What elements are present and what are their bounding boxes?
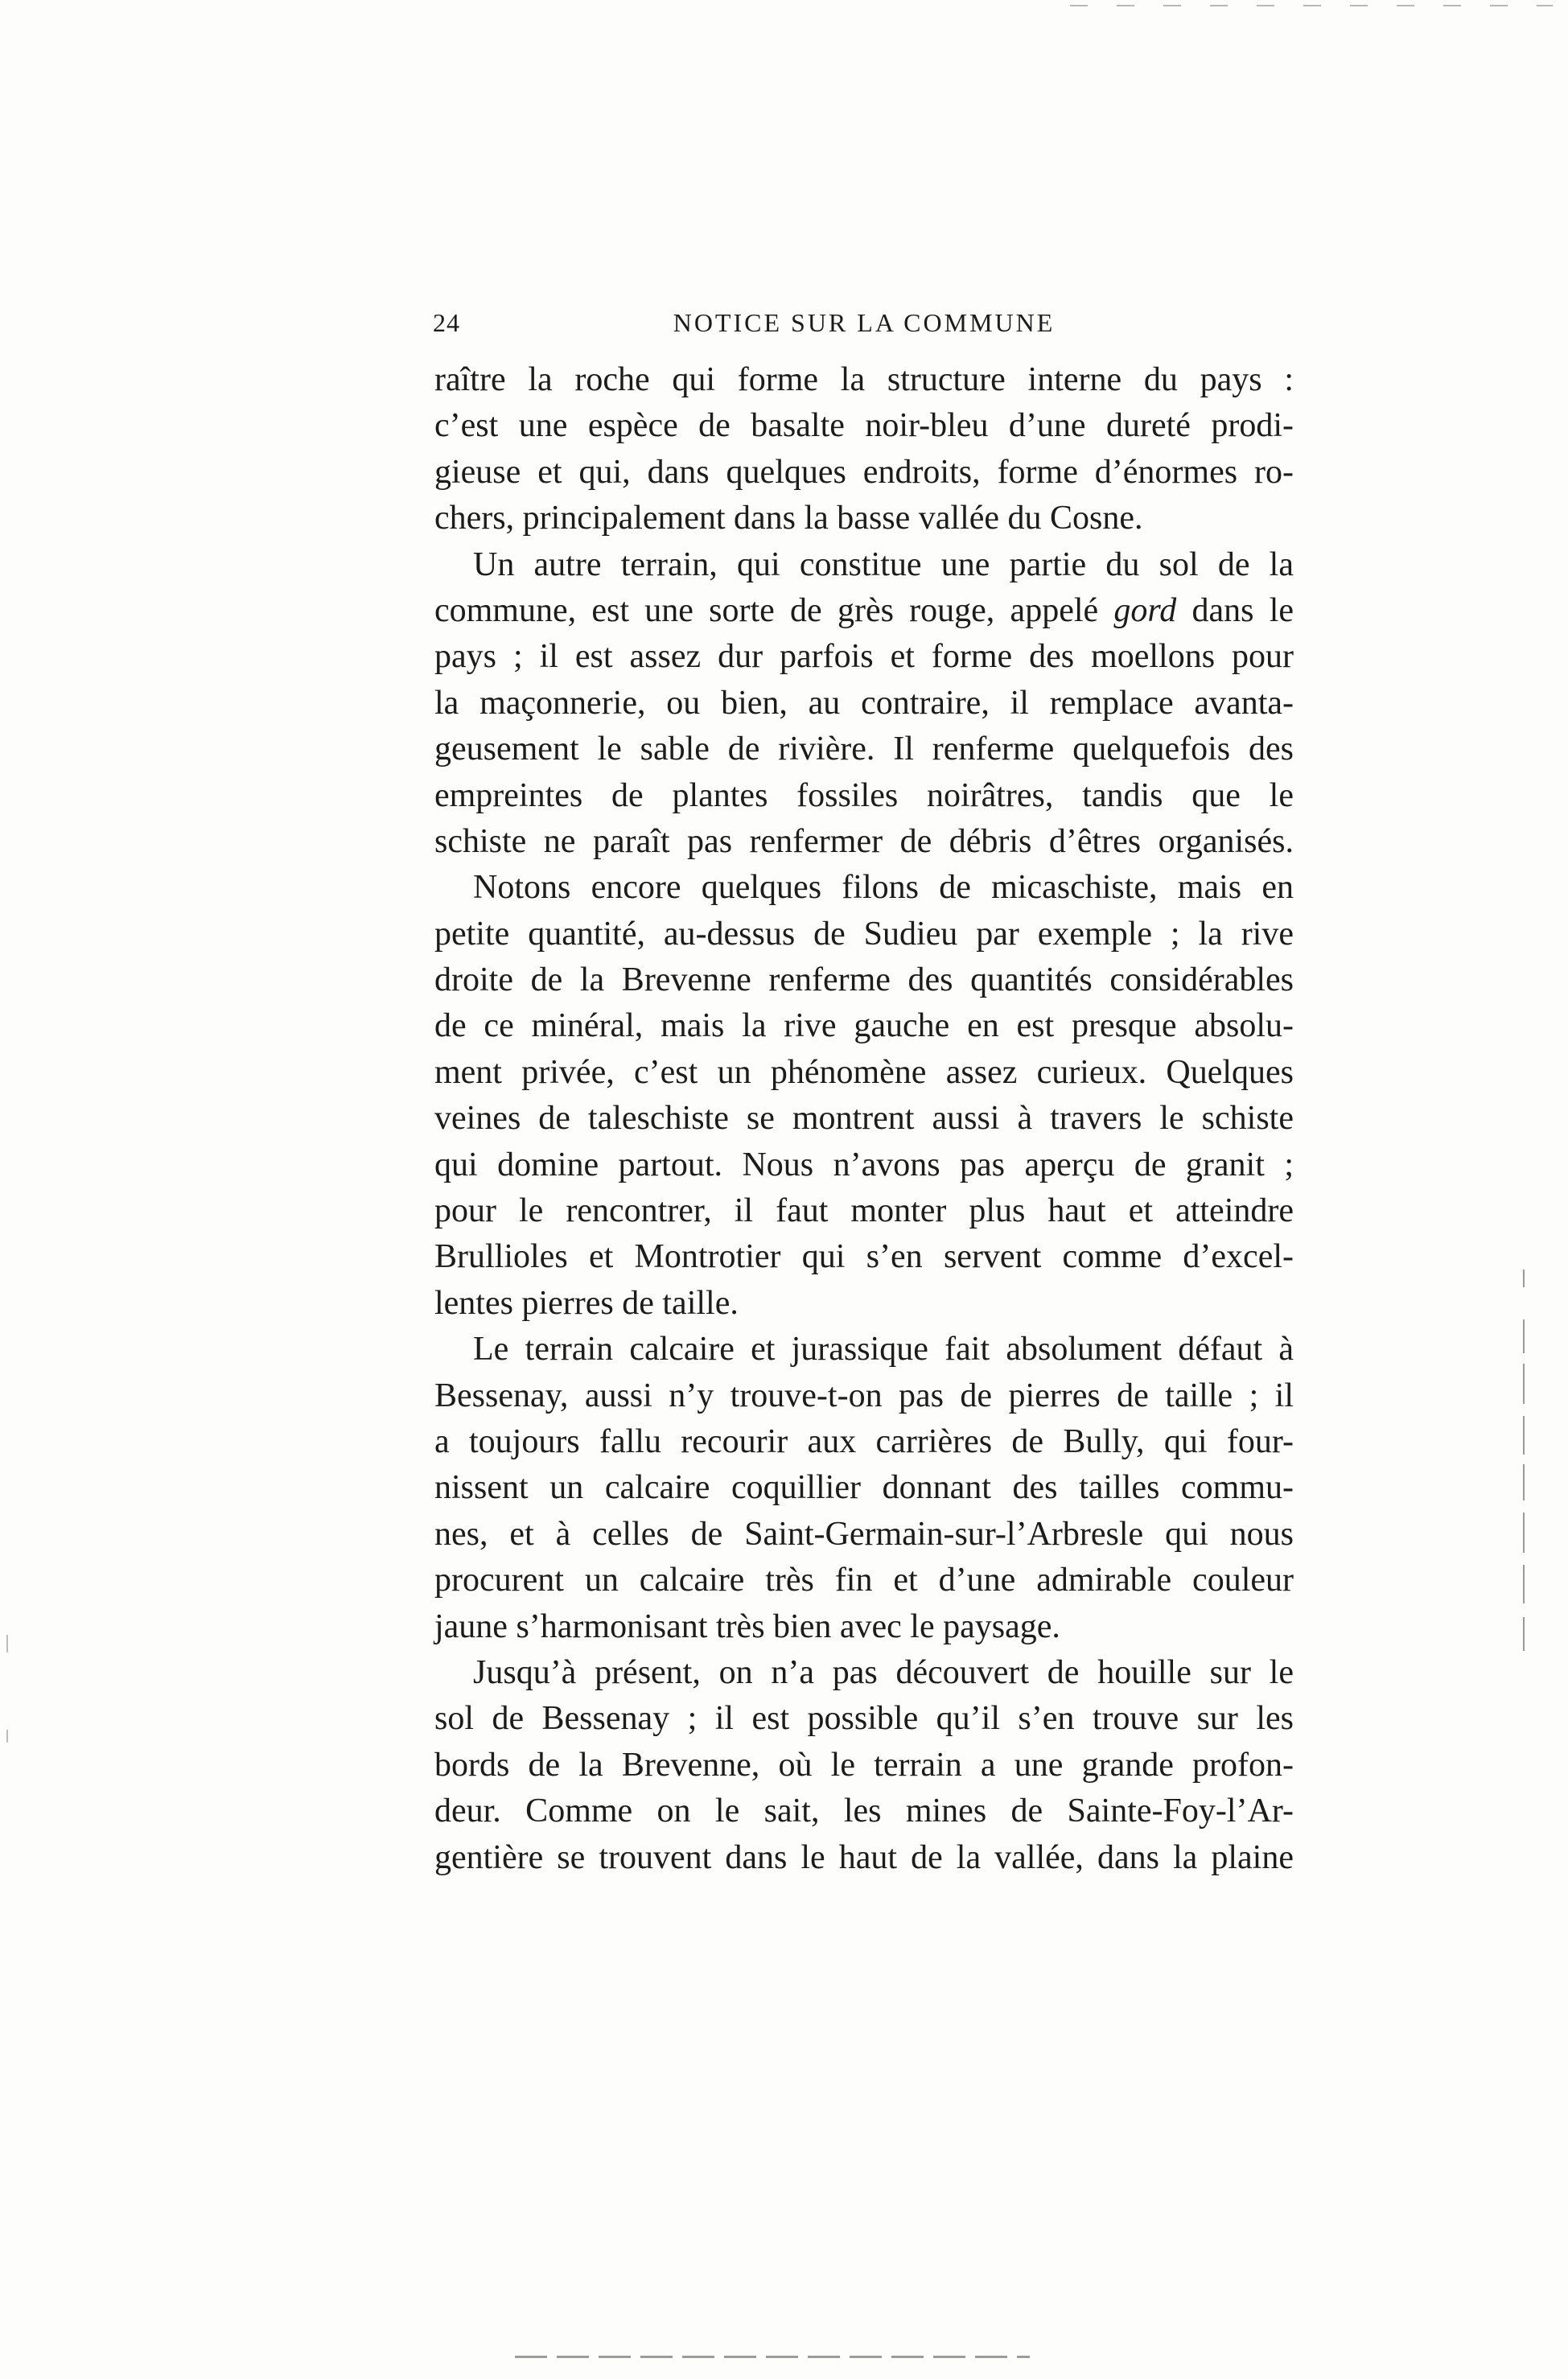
scan-margin-mark bbox=[1523, 1364, 1525, 1404]
text-line: bords de la Brevenne, où le terrain a une grande profon- bbox=[434, 1746, 1294, 1784]
text-segment: dans le bbox=[1191, 591, 1294, 629]
text-line: droite de la Brevenne renferme des quantités considérables bbox=[434, 961, 1294, 999]
text-line: sol de Bessenay ; il est possible qu’il s’en trouve sur les bbox=[434, 1700, 1294, 1738]
text-line: nissent un calcaire coquillier donnant des tailles commu- bbox=[434, 1469, 1294, 1507]
page-number: 24 bbox=[433, 308, 460, 337]
scan-margin-mark bbox=[1523, 1513, 1525, 1553]
text-line: a toujours fallu recourir aux carrières de Bully, qui four- bbox=[434, 1422, 1294, 1460]
italic-term: gord bbox=[1113, 591, 1177, 629]
text-line: Un autre terrain, qui constitue une partie du sol de la bbox=[473, 545, 1294, 583]
text-line: ment privée, c’est un phénomène assez curieux. Quelques bbox=[434, 1053, 1294, 1091]
scan-margin-mark bbox=[1523, 1464, 1525, 1500]
text-line: pour le rencontrer, il faut monter plus haut et atteindre bbox=[434, 1192, 1294, 1230]
scan-margin-mark bbox=[1523, 1416, 1525, 1455]
scan-margin-mark bbox=[1523, 1565, 1525, 1603]
text-line: de ce minéral, mais la rive gauche en est presque absolu- bbox=[434, 1007, 1294, 1045]
text-line: qui domine partout. Nous n’avons pas aperçu de granit ; bbox=[434, 1146, 1294, 1183]
text-line: gentière se trouvent dans le haut de la vallée, dans la plaine bbox=[434, 1838, 1294, 1876]
scan-margin-mark bbox=[6, 1730, 8, 1743]
scan-edge-marks bbox=[515, 2356, 1030, 2358]
body-text bbox=[434, 357, 1294, 1881]
text-line: procurent un calcaire très fin et d’une admirable couleur bbox=[434, 1562, 1294, 1599]
scan-margin-mark bbox=[1523, 1319, 1525, 1353]
scan-margin-mark bbox=[6, 1635, 8, 1653]
text-line: la maçonnerie, ou bien, au contraire, il remplace avanta- bbox=[434, 684, 1294, 722]
scan-margin-mark bbox=[1523, 1270, 1525, 1287]
text-line: Brullioles et Montrotier qui s’en servent comme d’excel- bbox=[434, 1238, 1294, 1276]
running-head bbox=[433, 308, 1295, 348]
text-line: Bessenay, aussi n’y trouve-t-on pas de pierres de taille ; il bbox=[434, 1377, 1294, 1414]
text-line: empreintes de plantes fossiles noirâtres, tandis que le bbox=[434, 776, 1294, 814]
text-line: jaune s’harmonisant très bien avec le paysage. bbox=[434, 1607, 1060, 1645]
text-line: lentes pierres de taille. bbox=[434, 1284, 739, 1322]
text-line: chers, principalement dans la basse vallée du Cosne. bbox=[434, 500, 1143, 537]
text-line: pays ; il est assez dur parfois et forme des moellons pour bbox=[434, 638, 1294, 676]
text-line: Jusqu’à présent, on n’a pas découvert de houille sur le bbox=[473, 1653, 1294, 1691]
scan-edge-marks bbox=[1070, 5, 1553, 6]
scan-margin-mark bbox=[1523, 1617, 1525, 1651]
text-line-with-italic bbox=[434, 588, 1294, 634]
text-line: veines de taleschiste se montrent aussi à travers le schiste bbox=[434, 1100, 1294, 1138]
text-line: deur. Comme on le sait, les mines de Sainte-Foy-l’Ar- bbox=[434, 1792, 1294, 1830]
text-line: schiste ne paraît pas renfermer de débris d’êtres organisés. bbox=[434, 822, 1294, 860]
text-line: geusement le sable de rivière. Il renferme quelquefois des bbox=[434, 731, 1294, 768]
running-title: NOTICE SUR LA COMMUNE bbox=[673, 308, 1056, 337]
text-line: Le terrain calcaire et jurassique fait absolument défaut à bbox=[473, 1331, 1294, 1369]
text-line: gieuse et qui, dans quelques endroits, forme d’énormes ro- bbox=[434, 453, 1294, 491]
text-line: Notons encore quelques filons de micaschiste, mais en bbox=[473, 869, 1294, 907]
text-line: raître la roche qui forme la structure interne du pays : bbox=[434, 361, 1294, 398]
text-line: c’est une espèce de basalte noir-bleu d’une dureté prodi- bbox=[434, 407, 1294, 445]
text-line: petite quantité, au-dessus de Sudieu par exemple ; la rive bbox=[434, 915, 1294, 953]
text-line: nes, et à celles de Saint-Germain-sur-l’Arbresle qui nous bbox=[434, 1515, 1294, 1553]
text-segment: commune, est une sorte de grès rouge, appelé bbox=[434, 591, 1099, 629]
